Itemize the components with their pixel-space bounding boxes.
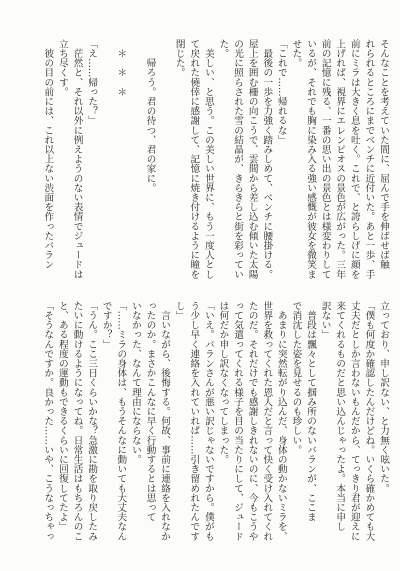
text-column: 世界を救ってくれた恩人だと言って快く受け入れてくれ: [261, 301, 273, 541]
text-column: たいに動けるようになってね。日常生活はもちろんのこ: [71, 301, 83, 541]
text-column: 閉じた。: [173, 39, 185, 78]
text-column: せた。: [290, 39, 302, 68]
text-column: たのだ。それだけでも感謝しきれないのに、今もこうや: [246, 301, 258, 541]
text-column: 前の記憶に残る、一番の思い出の景色とは様変わりして: [319, 39, 331, 279]
text-column: 言いながら、後悔する。何故、事前に連絡を入れなか: [159, 301, 171, 541]
text-column: 「これで……帰れるな」: [275, 39, 287, 145]
text-column: ったのか。まさかこんなに早く行動するとは思って: [144, 301, 156, 522]
text-column: う少し早く連絡を入れていれば……引き留めれたんです: [188, 301, 200, 541]
text-column: ですか？」: [100, 301, 112, 349]
text-column: 「うん。ここ三日くらいかな？急激に勘を取り戻したみ: [86, 301, 98, 541]
text-column: の光に照らされた雪の結晶が、きらきらと街を彩ってい: [232, 39, 244, 279]
text-column: 最後の一歩を力強く踏みしめて、ベンチに腰掛ける。: [261, 39, 273, 279]
text-column: 帰ろう。君の待つ、君の家に。: [144, 39, 156, 193]
text-column: 丈夫だとしか言わないもんだから、てっきり君が迎えに: [348, 301, 360, 541]
text-column: て戻れた僥倖に感謝して、記憶に焼き付けるように瞳を: [188, 39, 200, 279]
text-column: 美しい、と思う。この美しい世界に、もう一度人とし: [202, 39, 214, 279]
text-column: と、ある程度の運動もできるくらいに回復してたよ」: [56, 301, 68, 532]
text-column: 「え……帰った？」: [86, 39, 98, 126]
text-column: で消沈した姿を見せるのも珍しい。: [290, 301, 302, 455]
text-column: あまりに突然転がり込んだ、身体の動かないミラを、: [275, 301, 287, 541]
text-column: 上げれば、視界にエレンピオスの景色が広がった。三年: [334, 39, 346, 279]
text-column: 「僕も何度か確認したんだけどね。いくら確かめても大: [363, 301, 375, 541]
text-column: 屋上を囲む柵の向こうで、雲間から差し込む傾いた太陽: [246, 39, 258, 279]
text-column: し」: [173, 301, 185, 321]
text-column: 「いえ。バランさんが悪い訳じゃないですから。僕がも: [202, 301, 214, 541]
text-column: れられるところにまでベンチに近付いた。あと一歩、手: [363, 39, 375, 279]
text-column: 「……ミラの身体は、もうそんなに動いても大丈夫なん: [115, 301, 127, 541]
text-column: 来てくれるものだと思い込んじゃったよ。本当に申し: [334, 301, 346, 532]
text-column: 前にミラは大きく息を吐く。これで、と誇らしげに顔を: [348, 39, 360, 279]
text-column: って気遣ってくれる様子を目の当たりにして、ジュード: [232, 301, 244, 541]
text-column: ＊ ＊ ＊: [115, 39, 127, 97]
text-column: [157, 39, 172, 281]
text-column: そんなことを考えていた間に、屈んで手を伸ばせば触: [378, 39, 389, 270]
text-column: いるが、それでも胸に染み入る強い感慨が彼女を微笑ま: [305, 39, 317, 279]
upper-text-block: [12, 39, 390, 281]
text-column: 茫然と、それ以外に例えようのない表情でジュードは: [71, 39, 83, 279]
text-column: 訳ない」: [319, 301, 331, 340]
text-column: 立ち尽くす。: [56, 39, 68, 97]
text-column: [98, 39, 113, 281]
lower-text-block: [12, 301, 390, 543]
text-column: いなかった、なんて理由にならない。: [129, 301, 141, 465]
text-column: 立っており、申し訳ない、と力無く呟いた。: [378, 301, 389, 493]
text-column: 彼の目の前には、これ以上ない渋面を作ったバラン: [42, 39, 54, 270]
text-column: は何だか申し訳なくなってしまった。: [217, 301, 229, 465]
text-column: た。: [217, 39, 229, 59]
text-column: [127, 39, 142, 281]
text-column: 普段は飄々として掴み所のないバランが、ここま: [305, 301, 317, 522]
text-column: 「そうなんですか。良かった……いや、こうなっちゃっ: [42, 301, 54, 541]
